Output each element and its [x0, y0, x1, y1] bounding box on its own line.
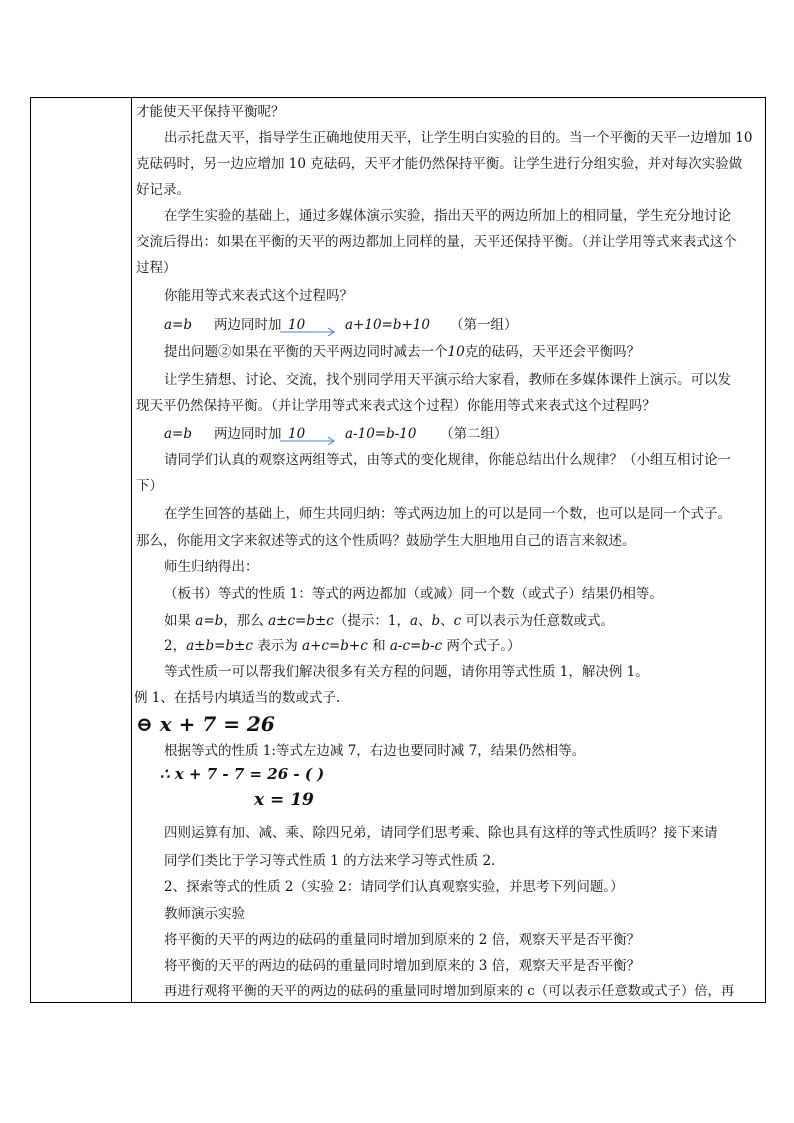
right-arrow-icon — [278, 431, 338, 445]
text-line: 交流后得出：如果在平衡的天平的两边都加上同样的量，天平还保持平衡。（并让学用等式来表式这个 — [136, 234, 737, 250]
text-line: （板书）等式的性质 1：等式的两边都加（或减）同一个数（或式子）结果仍相等。 — [164, 586, 663, 602]
text-line: 四则运算有加、减、乘、除四兄弟，请同学们思考乘、除也具有这样的等式性质吗？接下来请 — [164, 825, 718, 841]
equation-number: 10 — [288, 426, 306, 442]
equation-example-1: ⊖ x + 7 = 26 — [136, 712, 275, 736]
text-line: 你能用等式来表式这个过程吗？ — [164, 288, 353, 304]
table-column-divider — [131, 98, 132, 1002]
text-line: 在学生实验的基础上，通过多媒体演示实验，指出天平的两边所加上的相同量，学生充分地讨论 — [164, 208, 731, 224]
text-line: 将平衡的天平的两边的砝码的重量同时增加到原来的 2 倍，观察天平是否平衡？ — [164, 932, 641, 948]
equation-result: a-10=b-10 — [345, 426, 417, 442]
text-line: 出示托盘天平，指导学生正确地使用天平，让学生明白实验的目的。当一个平衡的天平一边增加 10 — [164, 130, 753, 146]
group-label: （第一组） — [450, 317, 518, 333]
right-arrow-icon — [278, 322, 338, 336]
text-line: 同学们类比于学习等式性质 1 的方法来学习等式性质 2. — [164, 853, 496, 869]
text-line: 根据等式的性质 1:等式左边减 7，右边也要同时减 7，结果仍然相等。 — [164, 743, 586, 759]
group-label: （第二组） — [440, 426, 508, 442]
equation-a-eq-b: a=b — [164, 317, 193, 333]
text-line: 好记录。 — [136, 182, 190, 198]
equation-label: 两边同时加 — [214, 317, 282, 333]
text-line: 请同学们认真的观察这两组等式，由等式的变化规律，你能总结出什么规律？（小组互相讨论一 — [164, 452, 731, 468]
text-line: 2、探索等式的性质 2（实验 2：请同学们认真观察实验，并思考下列问题。） — [164, 879, 624, 895]
text-line: 等式性质一可以帮我们解决很多有关方程的问题，请你用等式性质 1，解决例 1。 — [164, 664, 649, 680]
text-line: 现天平仍然保持平衡。（并让学用等式来表式这个过程）你能用等式来表式这个过程吗？ — [136, 398, 656, 414]
text-line: 提出问题②如果在平衡的天平两边同时减去一个10克的砝码，天平还会平衡吗？ — [164, 344, 641, 360]
text-line: 2，a±b=b±c 表示为 a+c=b+c 和 a-c=b-c 两个式子。） — [164, 638, 521, 654]
example-heading: 例 1、在括号内填适当的数或式子. — [134, 690, 341, 706]
text-line: 教师演示实验 — [164, 906, 245, 922]
equation-number: 10 — [288, 317, 306, 333]
equation-a-eq-b: a=b — [164, 426, 193, 442]
equation-step: ∴ x + 7 - 7 = 26 - ( ) — [160, 765, 325, 783]
text-line: 过程） — [136, 260, 177, 276]
text-line: 师生归纳得出： — [164, 559, 259, 575]
text-line: 克砝码时，另一边应增加 10 克砝码，天平才能仍然保持平衡。让学生进行分组实验，并对每次实验做 — [136, 156, 743, 172]
text-line: 下） — [136, 478, 163, 494]
text-line: 才能使天平保持平衡呢？ — [136, 104, 285, 120]
equation-label: 两边同时加 — [214, 426, 282, 442]
text-line: 在学生回答的基础上，师生共同归纳：等式两边加上的可以是同一个数，也可以是同一个式子。 — [164, 506, 731, 522]
text-line: 再进行观将平衡的天平的两边的砝码的重量同时增加到原来的 c（可以表示任意数或式子）倍，再 — [164, 984, 735, 999]
text-line: 将平衡的天平的两边的砝码的重量同时增加到原来的 3 倍，观察天平是否平衡？ — [164, 958, 641, 974]
equation-result: a+10=b+10 — [345, 317, 430, 333]
equation-answer: x = 19 — [254, 790, 314, 810]
text-line: 那么，你能用文字来叙述等式的这个性质吗？鼓励学生大胆地用自己的语言来叙述。 — [136, 533, 636, 549]
text-line: 让学生猜想、讨论、交流，找个别同学用天平演示给大家看，教师在多媒体课件上演示。可以发 — [164, 372, 731, 388]
text-line: 如果 a=b，那么 a±c=b±c（提示：1，a、b、c 可以表示为任意数或式。 — [164, 613, 615, 629]
